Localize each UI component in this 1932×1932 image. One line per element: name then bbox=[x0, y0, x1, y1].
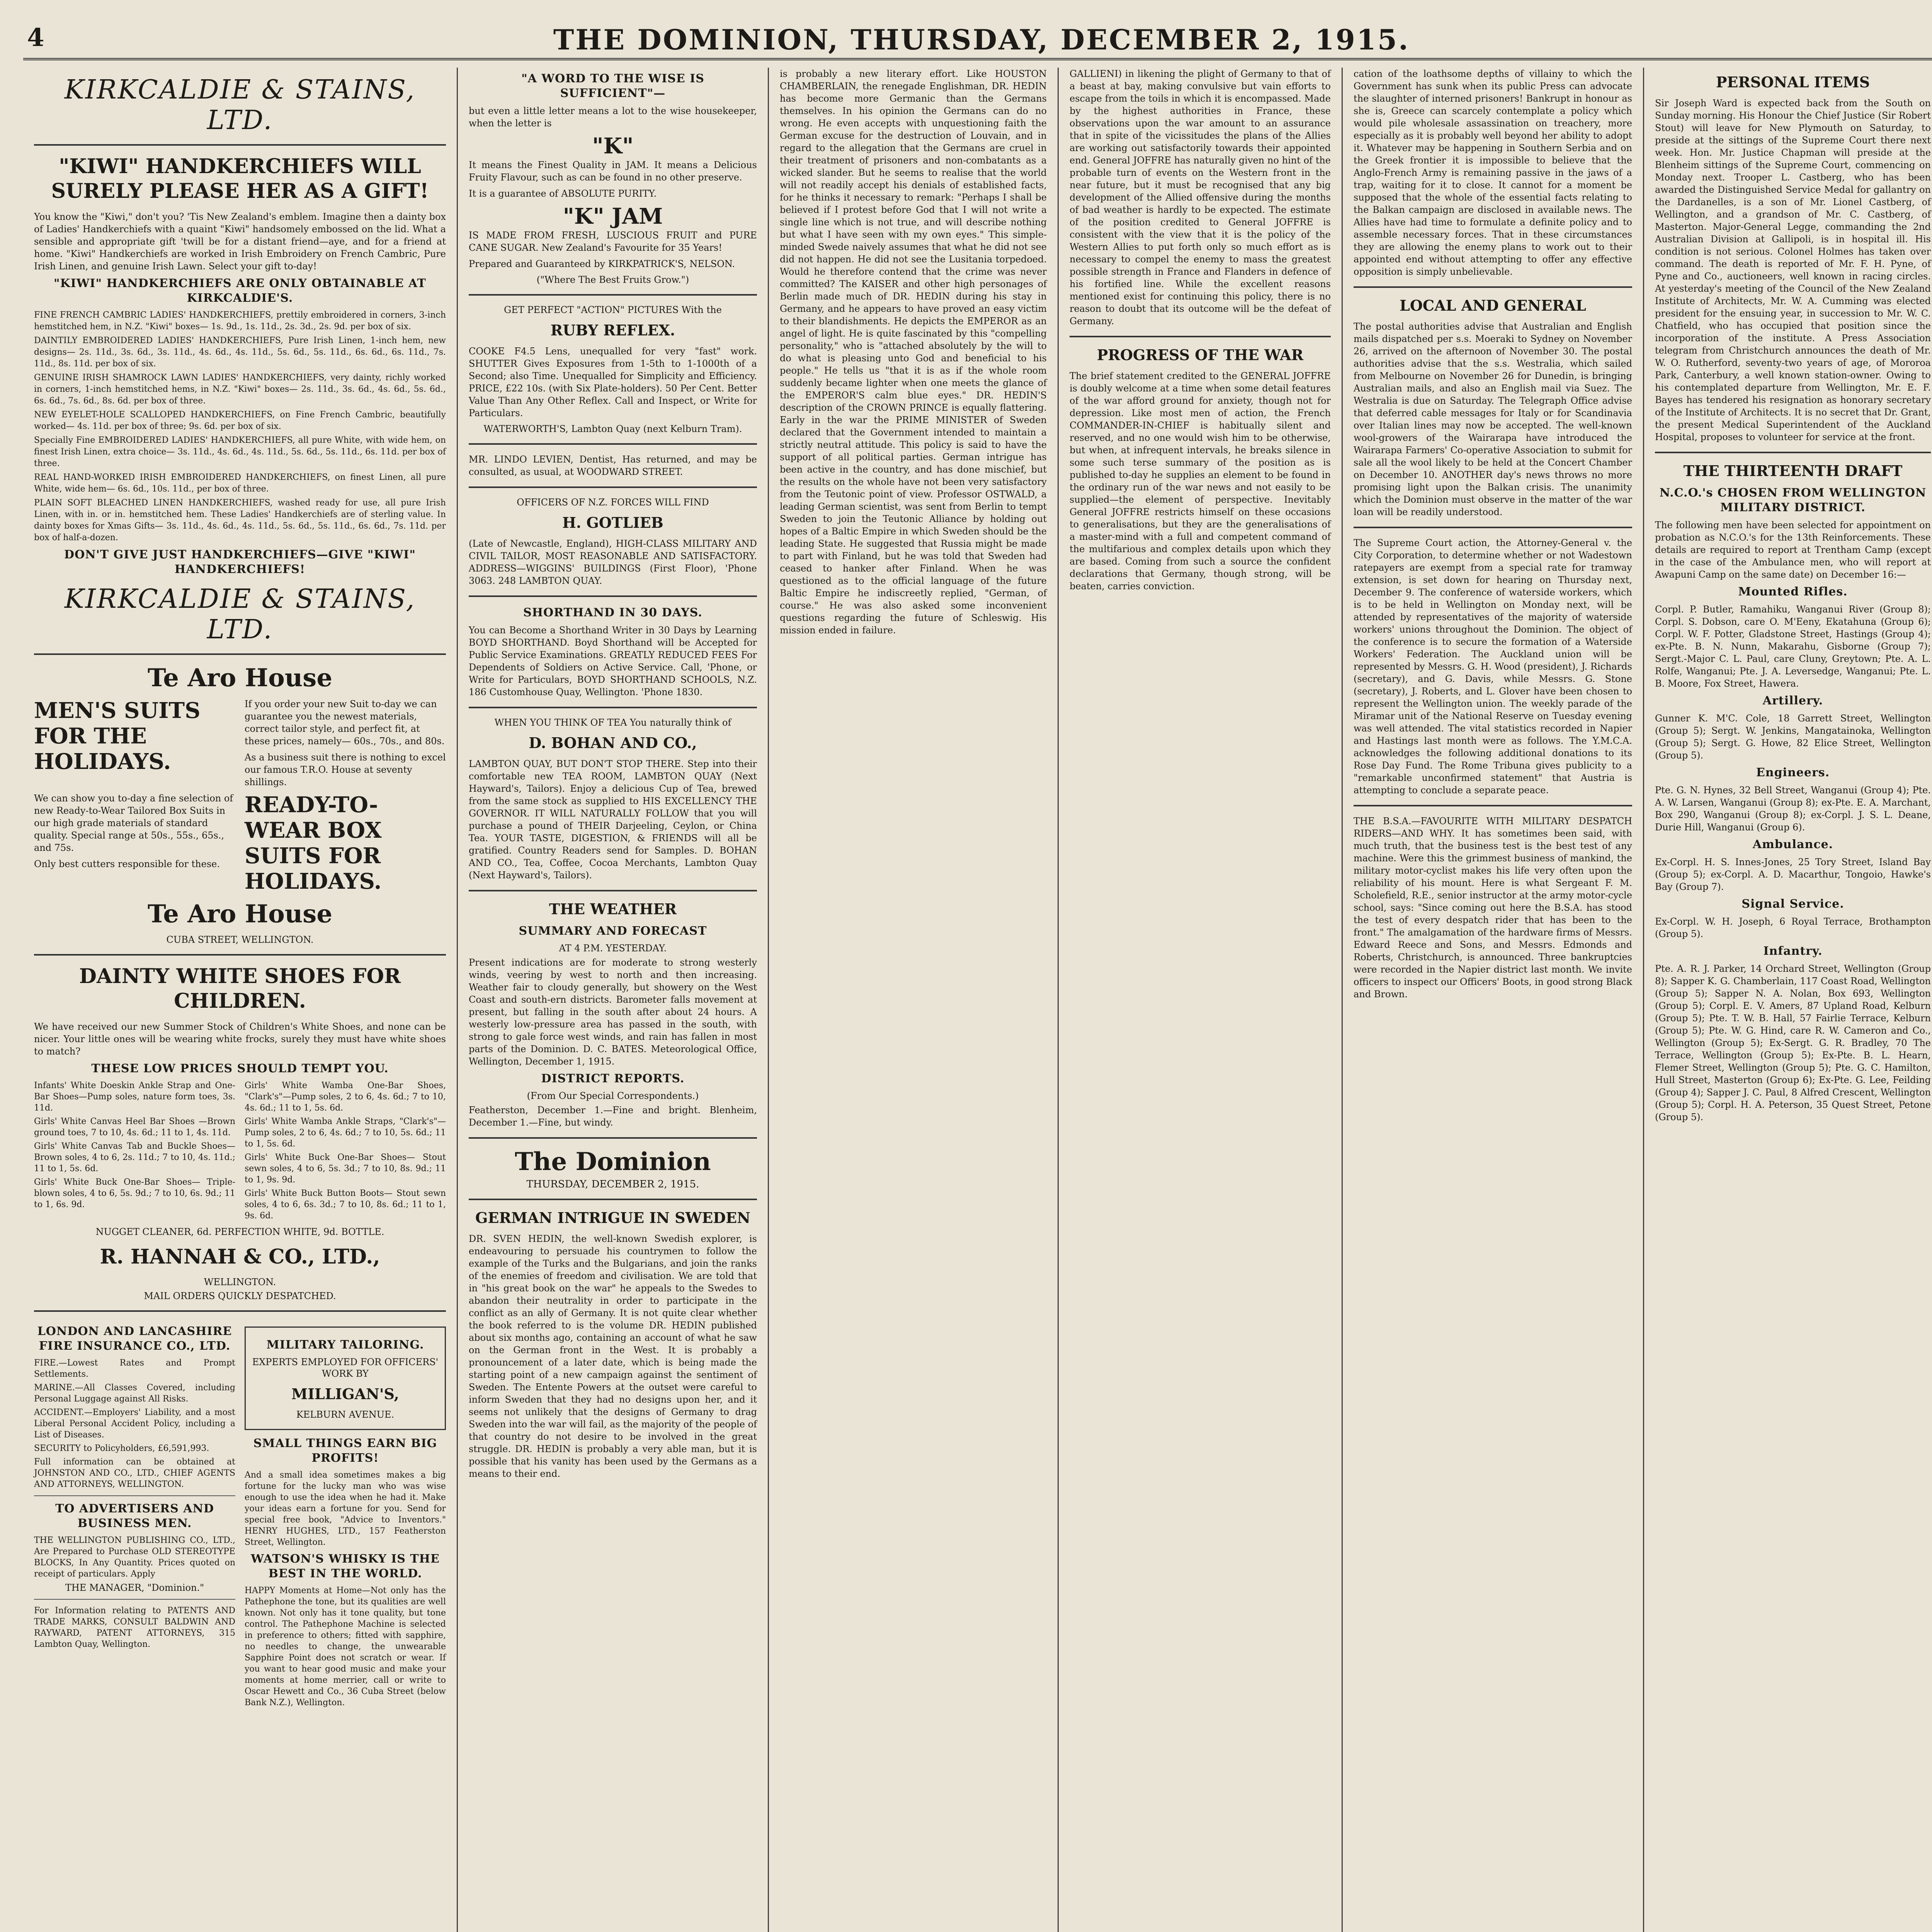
kjam-para: but even a little letter means a lot to the wise housekeeper, when the letter is bbox=[469, 105, 757, 129]
list-item: PLAIN SOFT BLEACHED LINEN HANDKERCHIEFS, washed ready for use, all pure Irish Linen, with in. or in. hemstitched hem. These Ladies' Handkerchiefs are of sterling value. In dainty boxes for Xmas Gifts— 3s. 11d., 4s. 6d., 4s. 11d., 5s. 6d., 5s. 11d., 6s. 6d., 7s. 11d. per box of half-a-dozen. bbox=[34, 498, 446, 543]
weather-sub: SUMMARY AND FORECAST bbox=[519, 924, 707, 938]
advertisers-text: THE WELLINGTON PUBLISHING CO., LTD., Are Prepared to Purchase OLD STEREOTYPE BLOCKS, In Any Quantity. Prices quoted on receipt of particulars. Apply bbox=[34, 1536, 235, 1579]
list-item: Infants' White Doeskin Ankle Strap and One-Bar Shoes—Pump soles, nature form toes, 3s. 11d. bbox=[34, 1081, 235, 1113]
kjam-by: Prepared and Guaranteed by KIRKPATRICK'S, NELSON. bbox=[469, 259, 735, 269]
shoes-sub: THESE LOW PRICES SHOULD TEMPT YOU. bbox=[91, 1062, 389, 1075]
list-item: Girls' White Buck One-Bar Shoes— Triple-blown soles, 4 to 6, 5s. 9d.; 7 to 10, 6s. 9d.; 11 to 1, 6s. 9d. bbox=[34, 1177, 235, 1209]
list-item: Girls' White Buck Button Boots— Stout sewn soles, 4 to 6, 6s. 3d.; 7 to 10, 8s. 6d.; 11 to 1, 9s. 6d. bbox=[245, 1189, 446, 1221]
ruby-seller: WATERWORTH'S, Lambton Quay (next Kelburn Tram). bbox=[483, 423, 742, 434]
column-5 bbox=[1343, 68, 1644, 1932]
dominion-date: THURSDAY, DECEMBER 2, 1915. bbox=[526, 1179, 699, 1190]
draft-section-text: Pte. A. R. J. Parker, 14 Orchard Street, Wellington (Group 8); Sapper K. G. Chamberlain, 117 Coast Road, Wellington (Group 5); Sapper N. A. Nolan, Box 693, Wellington (Group 5); Corpl. E. V. Amers, 87 Upland Road, Kelburn (Group 5); Pte. T. W. B. Hall, 57 Fairlie Terrace, Kelburn (Group 5); Pte. W. G. Hind, care R. W. Cameron and Co., Wellington (Group 5); Ex-Sergt. G. R. Bradley, 70 The Terrace, Wellington (Group 5); Ex-Pte. B. L. Hearn, Flemer Street, Wellington (Group 5); Pte. G. C. Hamilton, Hull Street, Masterton (Group 6); Ex-Pte. G. Lee, Feilding (Group 4); Sapper J. C. Paul, 8 Alfred Crescent, Wellington (Group 5); Corpl. H. A. Peterson, 35 Quest Street, Petone (Group 5). bbox=[1655, 963, 1931, 1122]
list-item: Specially Fine EMBROIDERED LADIES' HANDKERCHIEFS, all pure White, with wide hem, on finest Irish Linen, extra choice— 3s. 11d., 4s. 6d., 4s. 11d., 5s. 6d., 5s. 11d., 6s. 11d. per box of three. bbox=[34, 435, 446, 468]
military-name: MILLIGAN'S, bbox=[291, 1385, 399, 1403]
column-3 bbox=[769, 68, 1059, 1932]
watson-text: WATSON'S WHISKY IS THE BEST IN THE WORLD. bbox=[251, 1552, 440, 1580]
draft-section-title: Ambulance. bbox=[1752, 838, 1833, 851]
kjam-name: "K" JAM bbox=[563, 204, 663, 229]
list-item: Girls' White Wamba Ankle Straps, "Clark's"—Pump soles, 2 to 6, 4s. 6d.; 7 to 10, 5s. 6d.; 11 to 1, 5s. 6d. bbox=[245, 1117, 446, 1149]
list-item: Girls' White Canvas Tab and Buckle Shoes—Brown soles, 4 to 6, 2s. 11d.; 7 to 10, 4s. 11d.; 11 to 1, 5s. 6d. bbox=[34, 1141, 235, 1173]
ruby-name: RUBY REFLEX. bbox=[550, 321, 675, 339]
gotlieb-name: H. GOTLIEB bbox=[562, 514, 663, 531]
local-body: The postal authorities advise that Australian and English mails dispatched per s.s. Moeraki to Sydney on November 26, arrived on the afternoon of November 30. The postal authorities advise that the s.s. Westralia, which sailed from Melbourne on November 26 for Dunedin, is bringing Australian mails, and also an English mail via Suez. The Westralia is due on Saturday. The Telegraph Office advise that deferred cable messages for Italy or for Scandinavia over Italian lines may now be accepted. The well-known wool-growers of the Wairarapa have introduced the Wairarapa Farmers' Co-operative Association to submit for sale all the wool likely to be held at the Concert Chamber on December 10. ANOTHER day's news throws no more promising light upon the Balkan crisis. The unanimity which the Dominion must observe in the matter of the war loan will be readily understood. bbox=[1354, 321, 1632, 517]
local-head: LOCAL AND GENERAL bbox=[1400, 297, 1586, 314]
kiwi-intro: You know the "Kiwi," don't you? 'Tis New Zealand's emblem. Imagine then a dainty box of Ladies' Handkerchiefs with a quaint "Kiwi" handsomely embossed on the lid. What a sensible and appropriate gift 'twill be for a distant friend—aye, and for a friend at home. "Kiwi" Handkerchiefs are worked in Irish Embroidery on French Cambric, Pure Irish Linen, and genuine Irish Lawn. Select your gift to-day! bbox=[34, 211, 446, 272]
draft-section-title: Signal Service. bbox=[1742, 897, 1844, 911]
military-address: KELBURN AVENUE. bbox=[296, 1409, 395, 1420]
list-item: Girls' White Wamba One-Bar Shoes, "Clark's"—Pump soles, 2 to 6, 4s. 6d.; 7 to 10, 4s. 6d.; 11 to 1, 5s. 6d. bbox=[245, 1081, 446, 1113]
draft-head: THE THIRTEENTH DRAFT bbox=[1683, 462, 1903, 480]
page-header bbox=[23, 23, 1932, 60]
bohan-head: WHEN YOU THINK OF TEA You naturally think of bbox=[494, 717, 731, 728]
bohan-name: D. BOHAN AND CO., bbox=[529, 734, 697, 752]
dominion-masthead: The Dominion bbox=[515, 1147, 711, 1176]
kiwi-note: "KIWI" HANDKERCHIEFS ARE ONLY OBTAINABLE AT KIRKCALDIE'S. bbox=[53, 277, 426, 305]
kiwi-item-list bbox=[34, 310, 446, 544]
kiwi-footer: DON'T GIVE JUST HANDKERCHIEFS—GIVE "KIWI" HANDKERCHIEFS! bbox=[64, 548, 416, 576]
column5-top: cation of the loathsome depths of villainy to which the Government has sunk when its public Press can advocate the slaughter of interned prisoners! Bankrupt in honour as she is, Greece can scarcely contemplate a policy which would pile wholesale assassination on treachery, more especially as it is probably well beyond her ability to adopt it. Whatever may be happening in Southern Serbia and on the Greek frontier it is impossible to believe that the Anglo-French Army is remaining passive in the jaws of a trap, waiting for it to close. It cannot for a moment be supposed that the whole of the essential facts relating to the Balkan campaign are disclosed in available news. The Allies have had time to formulate a definite policy and to assemble necessary forces. That in these circumstances they are allowing the enemy plans to work out to their appointed end without attempting to offer any effective opposition is simply unbelievable. bbox=[1354, 68, 1632, 277]
profits-text: And a small idea sometimes makes a big fortune for the lucky man who was wise enough to use the idea when he had it. Make your ideas earn a fortune for you. Send for special free book, "Advice to Inventors." HENRY HUGHES, LTD., 157 Featherston Street, Wellington. bbox=[245, 1470, 446, 1547]
advertisers-sign: THE MANAGER, "Dominion." bbox=[65, 1582, 204, 1593]
ruby-text: COOKE F4.5 Lens, unequalled for very "fast" work. SHUTTER Gives Exposures from 1-5th to 1-1000th of a Second; also Time. Unequalled for Simplicity and Efficiency. PRICE, £22 10s. (with Six Plate-holders). 50 Per Cent. Better Value Than Any Other Reflex. Call and Inspect, or Write for Particulars. bbox=[469, 346, 757, 418]
bohan-text: LAMBTON QUAY, BUT DON'T STOP THERE. Step into their comfortable new TEA ROOM, LAMBTON QUAY (Next Hayward's, Tailors). Enjoy a delicious Cup of Tea, brewed from the same stock as supplied to HIS EXCELLENCY THE GOVERNOR. IT WILL NATURALLY FOLLOW that you will purchase a pound of THEIR Darjeeling, Ceylon, or China Tea. YOUR TASTE, DIGESTION, & FRIENDS will all be gratified. Country Readers send for Samples. D. BOHAN AND CO., Tea, Coffee, Cocoa Merchants, Lambton Quay (Next Hayward's, Tailors). bbox=[469, 759, 757, 881]
page-number: 4 bbox=[27, 23, 44, 52]
kjam-made: IS MADE FROM FRESH, LUSCIOUS FRUIT and PURE CANE SUGAR. New Zealand's Favourite for 35 Years! bbox=[469, 230, 757, 253]
list-item: NEW EYELET-HOLE SCALLOPED HANDKERCHIEFS, on Fine French Cambric, beautifully worked— 4s. 11d. per box of three; 9s. 6d. per box of six. bbox=[34, 410, 446, 431]
gotlieb-text: (Late of Newcastle, England), HIGH-CLASS MILITARY AND CIVIL TAILOR, MOST REASONABLE AND SATISFACTORY. ADDRESS—WIGGINS' BUILDINGS (First Floor), 'Phone 3063. 248 LAMBTON QUAY. bbox=[469, 538, 757, 586]
weather-time: AT 4 P.M. YESTERDAY. bbox=[559, 943, 667, 954]
list-item: REAL HAND-WORKED IRISH EMBROIDERED HANDKERCHIEFS, on finest Linen, all pure White, wide hem— 6s. 6d., 10s. 11d., per box of three. bbox=[34, 473, 446, 494]
list-item: MARINE.—All Classes Covered, including Personal Luggage against All Risks. bbox=[34, 1383, 235, 1404]
german-head: GERMAN INTRIGUE IN SWEDEN bbox=[475, 1209, 750, 1226]
shoes-intro: We have received our new Summer Stock of Children's White Shoes, and none can be nicer. Your little ones will be wearing white frocks, surely they must have white shoes to match? bbox=[34, 1021, 446, 1057]
list-item: FINE FRENCH CAMBRIC LADIES' HANDKERCHIEFS, prettily embroidered in corners, 3-inch hemstitched hem, in N.Z. "Kiwi" boxes— 1s. 9d., 1s. 11d., 2s. 3d., 2s. 9d. per box of six. bbox=[34, 310, 446, 332]
personal-body: Sir Joseph Ward is expected back from the South on Sunday morning. His Honour the Chief Justice (Sir Robert Stout) will leave for New Plymouth on Saturday, to preside at the sittings of the Supreme Court there next week. Hon. Mr. Justice Chapman will preside at the Blenheim sittings of the Supreme Court, commencing on Monday next. Trooper L. Castberg, who has been awarded the Distinguished Service Medal for gallantry on the Dardanelles, is a son of Mr. Lionel Castberg, of Wellington, and a grandson of Mr. C. Castberg, of Masterton. Major-General Legge, commanding the 2nd Australian Division at Gallipoli, is in hospital ill. His condition is not serious. Colonel Holmes has taken over command. The death is reported of Mr. F. H. Pyne, of Pyne and Co., auctioneers, well known in racing circles. At yesterday's meeting of the Council of the New Zealand Institute of Architects, Mr. W. A. Cumming was elected president for the ensuing year, in succession to Mr. W. C. Chatfield, who has occupied that position since the incorporation of the institute. A Press Association telegram from Christchurch announces the death of Mr. W. O. Rutherford, seventy-two years of age, of Mororoa Park, Canterbury, a well known station-owner. Owing to his contemplated departure from Wellington, Mr. E. F. Bayes has tendered his resignation as honorary secretary of the Institute of Architects. It is no secret that Dr. Grant, the present Medical Superintendent of the Auckland Hospital, proposes to volunteer for service at the front. bbox=[1655, 98, 1931, 442]
weather-text: Present indications are for moderate to strong westerly winds, veering by west to north and then increasing. Weather fair to cloudy generally, but showery on the West Coast and south-ern districts. Barometer falls movement at present, but falling in the south after about 24 hours. A westerly low-pressure area has passed in the south, with strong to gale force west winds, and rain has fallen in most parts of the Dominion. D. C. BATES. Meteorological Office, Wellington, December 1, 1915. bbox=[469, 957, 757, 1067]
draft-section-text: Ex-Corpl. H. S. Innes-Jones, 25 Tory Street, Island Bay (Group 5); ex-Corpl. A. D. Macarthur, Tongoio, Hawke's Bay (Group 7). bbox=[1655, 857, 1931, 892]
profits-head: SMALL THINGS EARN BIG PROFITS! bbox=[253, 1437, 437, 1465]
column-4 bbox=[1059, 68, 1343, 1932]
personal-head: PERSONAL ITEMS bbox=[1716, 73, 1870, 91]
kjam-letter: "K" bbox=[592, 133, 634, 159]
hannah-name: R. HANNAH & CO., LTD., bbox=[100, 1245, 380, 1269]
column6-left-body: THE B.S.A.—FAVOURITE WITH MILITARY DESPATCH RIDERS—AND WHY. It has sometimes been said, with much truth, that the business test is the best test of any machine. Were this the grimmest business of mankind, the military motor-cyclist makes his life very often upon the reliability of his mount. Here is what Sergeant F. M. Scholefield, R.E., senior instructor at the army motor-cycle school, says: "Since coming out here the B.S.A. has stood the test of every despatch rider that has been to the front." The amalgamation of the hardware firms of Messrs. Edward Reece and Sons, and Messrs. Edmonds and Roberts, Christchurch, is announced. Three bankruptcies were recorded in the Napier district last month. We invite officers to inspect our Officers' Boots, in good strong Black and Brown. bbox=[1354, 816, 1632, 1000]
insurance-name: LONDON AND LANCASHIRE FIRE INSURANCE CO., LTD. bbox=[37, 1325, 232, 1353]
list-item: GENUINE IRISH SHAMROCK LAWN LADIES' HANDKERCHIEFS, very dainty, richly worked in corners, 1-inch hemstitched hems, in N.Z. "Kiwi" boxes— 2s. 11d., 3s. 6d., 4s. 6d., 5s. 6d., 6s. 6d., 7s. 6d., 8s. 6d. per box of three. bbox=[34, 373, 446, 406]
rtw-note: Only best cutters responsible for these. bbox=[34, 859, 220, 869]
list-item: Girls' White Canvas Heel Bar Shoes —Brown ground toes, 7 to 10, 4s. 6d.; 11 to 1, 4s. 11d. bbox=[34, 1117, 235, 1138]
draft-section-title: Infantry. bbox=[1763, 944, 1823, 958]
german-body: DR. SVEN HEDIN, the well-known Swedish explorer, is endeavouring to persuade his countrymen to follow the example of the Turks and the Bulgarians, and join the ranks of the enemies of freedom and civilisation. We are told that in "his great book on the war" he appeals to the Swedes to abandon their neutrality in order to participate in the conflict as an ally of Germany. It is not quite clear whether the book referred to is the volume DR. HEDIN published about six months ago, containing an account of what he saw on the German front in the West. It is probably a pronouncement of a later date, which is being made the starting point of a new campaign against the sentiment of Sweden. The Entente Powers at the outset were careful to inform Sweden that they had no designs upon her, and it seems not unlikely that the designs of Germany to drag Sweden into the war will fail, as the majority of the people of that country do not desire to be involved in the great struggle. DR. HEDIN is probably a very able man, but it is possible that his vanity has been used by the Germans as a means to their end. bbox=[469, 1233, 757, 1479]
happy-text: HAPPY Moments at Home—Not only has the Pathephone the tone, but its qualities are well known. Not only has it tone quality, but tone control. The Pathephone Machine is selected in preference to others; fitted with sapphire, no needles to change, the unwearable Sapphire Point does not scratch or wear. If you want to hear good music and make your moments at home merrier, call or write to Oscar Hewett and Co., 36 Cuba Street (below Bank N.Z.), Wellington. bbox=[245, 1586, 446, 1708]
gotlieb-head: OFFICERS OF N.Z. FORCES WILL FIND bbox=[517, 497, 709, 508]
progress-body: The brief statement credited to the GENERAL JOFFRE is doubly welcome at a time when some detail features of the war afford ground for anxiety, though not for depression. Like most men of action, the French COMMANDER-IN-CHIEF is habitually silent and reserved, and no one would wish him to be otherwise, but when, at infrequent intervals, he breaks silence in some such terse summary of the position as is published to-day he supplies an element to be found in the ordinary run of the war news and not easily to be supplied—the element of perspective. Inevitably General JOFFRE restricts himself on these occasions to generalisations, but they are the generalisations of a master-mind with a full and competent command of the multifarious and complex details upon which they are based. Coming from such a source the confident declarations that Germany, though strong, will be beaten, carries conviction. bbox=[1070, 371, 1331, 592]
ruby-head: GET PERFECT "ACTION" PICTURES With the bbox=[504, 304, 722, 315]
draft-section-title: Artillery. bbox=[1762, 694, 1823, 707]
draft-section-title: Mounted Rifles. bbox=[1738, 585, 1848, 599]
draft-section-text: Gunner K. M'C. Cole, 18 Garrett Street, Wellington (Group 5); Sergt. W. Jenkins, Mangatainoka, Wellington (Group 5); Sergt. G. Howe, 82 Elice Street, Wellington (Group 5). bbox=[1655, 713, 1931, 761]
list-item: FIRE.—Lowest Rates and Prompt Settlements. bbox=[34, 1358, 235, 1379]
mens-suits-headline: MEN'S SUITS FOR THE HOLIDAYS. bbox=[34, 698, 201, 774]
shorthand-head: SHORTHAND IN 30 DAYS. bbox=[523, 606, 702, 619]
shorthand-text: You can Become a Shorthand Writer in 30 Days by Learning BOYD SHORTHAND. Boyd Shorthand will be Accepted for Public Service Examinations. GREATLY REDUCED FEES For Dependents of Soldiers on Active Service. Call, 'Phone, or Write for Particulars, BOYD SHORTHAND SCHOOLS, N.Z. 186 Customhouse Quay, Wellington. 'Phone 1830. bbox=[469, 625, 757, 697]
kiwi-headline: "KIWI" HANDKERCHIEFS WILL SURELY PLEASE HER AS A GIFT! bbox=[51, 155, 429, 203]
kjam-means: It means the Finest Quality in JAM. It means a Delicious Fruity Flavour, such as can be found in no other preserve. bbox=[469, 160, 757, 183]
shoes-footer: NUGGET CLEANER, 6d. PERFECTION WHITE, 9d. BOTTLE. bbox=[95, 1226, 384, 1237]
list-item: DAINTILY EMBROIDERED LADIES' HANDKERCHIEFS, Pure Irish Linen, 1-inch hem, new designs— 2s. 11d., 3s. 6d., 3s. 11d., 4s. 6d., 4s. 11d., 5s. 6d., 5s. 11d., 6s. 6d., 6s. 11d., 7s. 11d., 8s. 11d. per box of six. bbox=[34, 336, 446, 369]
list-item: SECURITY to Policyholders, £6,591,993. bbox=[34, 1444, 209, 1453]
rtw-text: We can show you to-day a fine selection of new Ready-to-Wear Tailored Box Suits in our high grade materials of standard quality. Special range at 50s., 55s., 65s., and 75s. bbox=[34, 793, 233, 853]
draft-section-text: Pte. G. N. Hynes, 32 Bell Street, Wanganui (Group 4); Pte. A. W. Larsen, Wanganui (Group 8); ex-Pte. E. A. Marchant, Box 290, Wanganui (Group 8); ex-Corpl. J. S. L. Deane, Durie Hill, Wanganui (Group 6). bbox=[1655, 785, 1931, 833]
military-text: EXPERTS EMPLOYED FOR OFFICERS' WORK BY bbox=[252, 1357, 439, 1379]
column-2 bbox=[458, 68, 769, 1932]
patent-text: For Information relating to PATENTS AND TRADE MARKS, CONSULT BALDWIN AND RAYWARD, PATENT ATTORNEYS, 315 Lambton Quay, Wellington. bbox=[34, 1606, 235, 1649]
column4-body: GALLIENI) in likening the plight of Germany to that of a beast at bay, making convulsive but vain efforts to escape from the toils in which it is encompassed. Made by the highest authorities in France, these observations upon the war amount to an assurance that in spite of the vicissitudes the plans of the Allies are working out satisfactorily towards their appointed end. General JOFFRE has naturally given no hint of the probable turn of events on the Western front in the near future, but it must be recognised that any big development of the Allied offensive during the months of bad weather is hardly to be expected. The estimate of the position credited to General JOFFRE is consistent with the view that it is the policy of the Western Allies to put forth only so much effort as is necessary to compel the enemy to mass the greatest possible strength in France and Flanders in defence of his fortified line. While the excellent reasons mentioned exist for continuing this policy, there is no reason to doubt that its outcome will be the defeat of Germany. bbox=[1070, 68, 1331, 327]
draft-section-text: Corpl. P. Butler, Ramahiku, Wanganui River (Group 8); Corpl. S. Dobson, care O. M'Eeny, Ekatahuna (Group 6); Corpl. W. F. Potter, Gladstone Street, Hastings (Group 4); ex-Pte. B. N. Nunn, Makarahu, Gisborne (Group 7); Sergt.-Major C. L. Paul, care Cluny, Greytown; Pte. A. L. Rolfe, Wanganui; Pte. J. A. Leversedge, Wanganui; Pte. L. B. Moore, Fox Street, Hawera. bbox=[1655, 604, 1931, 689]
kjam-tag: ("Where The Best Fruits Grow.") bbox=[536, 274, 689, 285]
military-head: MILITARY TAILORING. bbox=[266, 1338, 424, 1352]
dentist-text: MR. LINDO LEVIEN, Dentist, Has returned, and may be consulted, as usual, at WOODWARD STREET. bbox=[469, 454, 757, 477]
district-head: DISTRICT REPORTS. bbox=[541, 1072, 685, 1085]
kjam-guarantee: It is a guarantee of ABSOLUTE PURITY. bbox=[469, 188, 657, 199]
aro-house-title-footer: Te Aro House bbox=[147, 900, 333, 929]
draft-section-text: Ex-Corpl. W. H. Joseph, 6 Royal Terrace, Brothampton (Group 5). bbox=[1655, 916, 1931, 939]
list-item: Girls' White Buck One-Bar Shoes— Stout sewn soles, 4 to 6, 5s. 3d.; 7 to 10, 8s. 9d.; 11 to 1, 9s. 9d. bbox=[245, 1153, 446, 1185]
kjam-word: "A WORD TO THE WISE IS SUFFICIENT"— bbox=[521, 72, 704, 100]
advertisers-head: TO ADVERTISERS AND BUSINESS MEN. bbox=[55, 1502, 214, 1530]
hannah-note: MAIL ORDERS QUICKLY DESPATCHED. bbox=[144, 1291, 336, 1301]
list-item: ACCIDENT.—Employers' Liability, and a most Liberal Personal Accident Policy, including a List of Diseases. bbox=[34, 1408, 235, 1440]
kirkcaldie-brand: KIRKCALDIE & STAINS, LTD. bbox=[64, 75, 416, 136]
draft-section-title: Engineers. bbox=[1756, 766, 1830, 779]
mens-suits-text-2: As a business suit there is nothing to excel our famous T.R.O. House at seventy shillings. bbox=[245, 752, 446, 787]
kirkcaldie-brand-footer: KIRKCALDIE & STAINS, LTD. bbox=[64, 584, 416, 645]
shoes-headline: DAINTY WHITE SHOES FOR CHILDREN. bbox=[79, 964, 401, 1013]
weather-head: THE WEATHER bbox=[549, 900, 677, 918]
progress-head: PROGRESS OF THE WAR bbox=[1097, 346, 1304, 364]
rtw-headline: READY-TO-WEAR BOX SUITS FOR HOLIDAYS. bbox=[245, 792, 382, 894]
hannah-city: WELLINGTON. bbox=[204, 1277, 276, 1287]
draft-sub: N.C.O.'s CHOSEN FROM WELLINGTON MILITARY DISTRICT. bbox=[1659, 486, 1927, 514]
district-sub: (From Our Special Correspondents.) bbox=[527, 1090, 699, 1101]
column5-right: The Supreme Court action, the Attorney-General v. the City Corporation, to determine whether or not Wadestown ratepayers are exempt from a special rate for tramway extension, is set down for hearing on Thursday next, December 9. The conference of waterside workers, which is to be held in Wellington on Monday next, will be attended by representatives of the majority of waterside workers' unions throughout the Dominion. The object of the conference is to secure the formation of a Waterside Workers' Federation. The Auckland union will be represented by Messrs. G. H. Wood (president), J. Richards (secretary), and G. Davis, while Messrs. G. Stone (secretary), J. Roberts, and L. Glover have been chosen to represent the Wellington union. The weekly parade of the Miramar unit of the National Reserve on Tuesday evening was well attended. The vital statistics recorded in Napier and Hastings last month were as follows. The Y.M.C.A. acknowledges the following additional donations to its Rose Day Fund. The Rome Tribuna gives publicity to a "remarkable unconfirmed statement" that Austria is attempting to conclude a separate peace. bbox=[1354, 537, 1632, 796]
mens-suits-text: If you order your new Suit to-day we can guarantee you the newest materials, correct tailor style, and perfect fit, at these prices, namely— 60s., 70s., and 80s. bbox=[245, 699, 445, 747]
masthead: THE DOMINION, THURSDAY, DECEMBER 2, 1915. bbox=[553, 23, 1410, 56]
column-1 bbox=[23, 68, 458, 1932]
column-6 bbox=[1644, 68, 1932, 1932]
list-item: Full information can be obtained at JOHNSTON AND CO., LTD., CHIEF AGENTS AND ATTORNEYS, WELLINGTON. bbox=[34, 1457, 235, 1489]
column3-body: is probably a new literary effort. Like HOUSTON CHAMBERLAIN, the renegade Englishman, DR. HEDIN has become more Germanic than the Germans themselves. In his opinion the Germans can do no wrong. He even accepts with unquestioning faith the German excuse for the destruction of Louvain, and in regard to the allegation that the Germans are cruel in their treatment of prisoners and non-combatants as a wicked slander. But he seems to realise that the world will not readily accept his denials of established facts, for he thinks it necessary to remark: "Perhaps I shall be believed if I protest before God that I will not write a single line which is not true, and will describe nothing but what I have seen with my own eyes." This simple-minded Swede naively assumes that what he did not see did not happen. He did not see the Lusitania torpedoed. Would he therefore contend that the crime was never committed? The KAISER and other high personages of Berlin made much of DR. HEDIN during his stay in Germany, and he appears to have proved an easy victim to their blandishments. He depicts the EMPEROR as an angel of light. He is quite fascinated by this "compelling personality," who is "attached absolutely by the will to do what is pleasing unto God and beneficial to his people." He tells us "that it is as if the whole room suddenly became lighter when one meets the glance of the EMPEROR'S calm blue eyes." DR. HEDIN'S description of the CROWN PRINCE is equally flattering. Early in the war the PRIME MINISTER of Sweden declared that the Government intended to maintain a strictly neutral attitude. This policy is said to have the support of all political parties. German intrigue has been active in the country, and has done mischief, but the results on the whole have not been very satisfactory from the Teutonic point of view. Professor OSTWALD, a leading German scientist, was sent from Berlin to tempt Sweden to join the Teutonic Alliance by holding out hopes of a Baltic Empire in which Sweden should be the leading State. He suggested that Russia might be made to part with Finland, but he was told that Sweden had ceased to hanker after Finland. When he was questioned as to the official language of the future Baltic Empire he indiscreetly replied, "German, of course." He was also asked some inconvenient questions regarding the future of Schleswig. His mission ended in failure. bbox=[780, 68, 1047, 636]
district-text: Featherston, December 1.—Fine and bright. Blenheim, December 1.—Fine, but windy. bbox=[469, 1105, 757, 1128]
draft-intro: The following men have been selected for appointment on probation as N.C.O.'s for the 13th Reinforcements. These details are required to report at Trentham Camp (except in the case of the Ambulance men, who will report at Awapuni Camp on the same date) on December 16:— bbox=[1655, 520, 1931, 580]
aro-address: CUBA STREET, WELLINGTON. bbox=[166, 934, 314, 945]
aro-house-title: Te Aro House bbox=[147, 663, 333, 692]
